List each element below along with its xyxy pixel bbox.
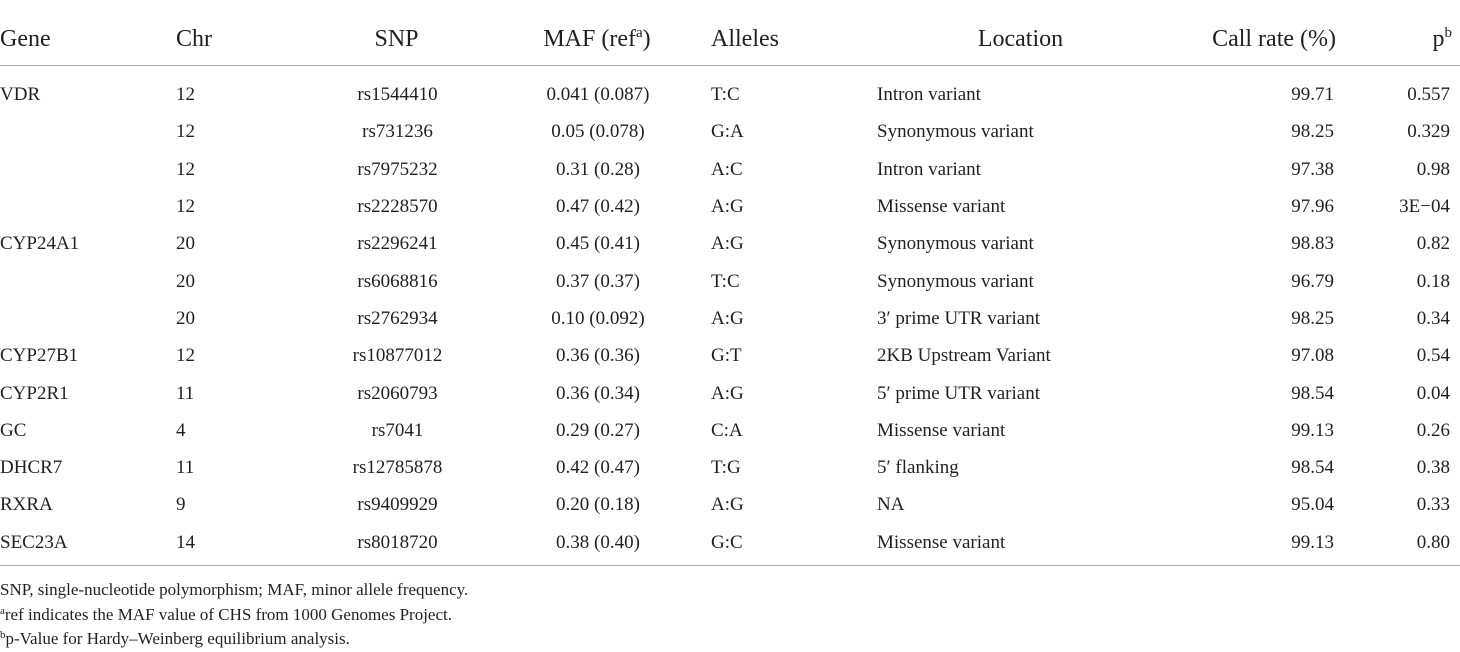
cell-chr: 14: [176, 531, 195, 553]
table-row: [0, 188, 1460, 225]
header-p-footnote-mark: b: [1444, 25, 1452, 41]
cell-call-rate: 98.25: [1291, 307, 1334, 329]
cell-maf: 0.38 (0.40): [556, 531, 640, 553]
cell-location: Synonymous variant: [877, 121, 1034, 143]
cell-alleles: T:C: [711, 270, 740, 292]
cell-p-value: 0.54: [1416, 345, 1450, 367]
cell-chr: 12: [176, 196, 195, 218]
header-chr: Chr: [176, 0, 310, 66]
cell-chr: 4: [176, 419, 186, 441]
cell-gene: GC: [0, 419, 27, 441]
cell-p-value: 0.38: [1416, 457, 1450, 479]
table-row: [0, 300, 1460, 337]
cell-gene: [0, 300, 176, 337]
cell-maf: 0.37 (0.37): [556, 270, 640, 292]
cell-location: Synonymous variant: [877, 233, 1034, 255]
cell-call-rate: 97.08: [1291, 345, 1334, 367]
cell-location: 5′ flanking: [877, 457, 959, 479]
cell-chr: 11: [176, 457, 195, 479]
cell-chr: 9: [176, 494, 186, 516]
cell-location: Missense variant: [877, 531, 1006, 553]
table-footnotes: [0, 578, 468, 652]
cell-chr: 20: [176, 233, 195, 255]
cell-call-rate: 99.13: [1291, 419, 1334, 441]
cell-p-value: 0.04: [1416, 382, 1450, 404]
cell-alleles: G:T: [711, 345, 742, 367]
table-bottom-rule: [0, 565, 1460, 566]
cell-location: Intron variant: [877, 84, 981, 106]
cell-alleles: A:G: [711, 196, 744, 218]
cell-gene: [0, 188, 176, 225]
cell-location: 5′ prime UTR variant: [877, 382, 1040, 404]
footnote-abbreviations: SNP, single-nucleotide polymorphism; MAF, minor allele frequency.: [0, 580, 469, 599]
table-row: [0, 151, 1460, 188]
cell-location: Intron variant: [877, 158, 981, 180]
cell-gene: VDR: [0, 84, 41, 106]
cell-alleles: A:G: [711, 233, 744, 255]
cell-maf: 0.20 (0.18): [556, 494, 640, 516]
cell-snp: rs12785878: [352, 457, 443, 479]
header-maf-close: ): [642, 26, 651, 52]
cell-snp: rs9409929: [357, 494, 438, 516]
cell-p-value: 0.329: [1407, 121, 1450, 143]
header-maf: [485, 0, 711, 66]
cell-p-value: 0.26: [1416, 419, 1450, 441]
cell-alleles: A:G: [711, 382, 744, 404]
footnote-b-text: p-Value for Hardy–Weinberg equilibrium analysis.: [5, 629, 350, 648]
cell-snp: rs10877012: [352, 345, 443, 367]
cell-alleles: A:C: [711, 158, 743, 180]
cell-alleles: G:C: [711, 531, 743, 553]
cell-snp: rs2060793: [357, 382, 438, 404]
cell-p-value: 0.98: [1416, 158, 1450, 180]
cell-call-rate: 98.54: [1291, 382, 1334, 404]
cell-p-value: 0.557: [1407, 84, 1450, 106]
cell-alleles: A:G: [711, 494, 744, 516]
cell-p-value: 0.33: [1416, 494, 1450, 516]
cell-call-rate: 98.25: [1291, 121, 1334, 143]
cell-gene: [0, 151, 176, 188]
cell-location: 2KB Upstream Variant: [877, 345, 1051, 367]
cell-chr: 12: [176, 345, 195, 367]
cell-gene: RXRA: [0, 494, 53, 516]
cell-chr: 12: [176, 121, 195, 143]
table-row: [0, 524, 1460, 565]
cell-snp: rs7041: [371, 419, 424, 441]
table-header: [0, 0, 1460, 66]
cell-maf: 0.42 (0.47): [556, 457, 640, 479]
cell-call-rate: 95.04: [1291, 494, 1334, 516]
cell-gene: DHCR7: [0, 457, 63, 479]
cell-maf: 0.47 (0.42): [556, 196, 640, 218]
cell-maf: 0.29 (0.27): [556, 419, 640, 441]
cell-gene: SEC23A: [0, 531, 68, 553]
header-maf-footnote-mark: a: [635, 25, 643, 41]
cell-location: Missense variant: [877, 196, 1006, 218]
footnote-a-text: ref indicates the MAF value of CHS from 1000 Genomes Project.: [4, 604, 452, 624]
cell-alleles: C:A: [711, 419, 743, 441]
cell-location: NA: [877, 494, 905, 516]
cell-p-value: 0.34: [1416, 307, 1450, 329]
cell-location: Missense variant: [877, 419, 1006, 441]
cell-maf: 0.31 (0.28): [556, 158, 640, 180]
table-row: [0, 374, 1460, 411]
cell-chr: 20: [176, 270, 195, 292]
cell-alleles: G:A: [711, 121, 744, 143]
cell-p-value: 0.82: [1416, 233, 1450, 255]
cell-maf: 0.10 (0.092): [551, 307, 645, 329]
cell-location: Synonymous variant: [877, 270, 1034, 292]
header-location: Location: [877, 0, 1166, 66]
cell-maf: 0.36 (0.36): [556, 345, 640, 367]
cell-snp: rs2228570: [357, 196, 438, 218]
cell-maf: 0.041 (0.087): [546, 84, 650, 106]
cell-chr: 20: [176, 307, 195, 329]
footnote-b: [0, 627, 468, 652]
table-row: [0, 66, 1460, 114]
table-row: [0, 262, 1460, 299]
header-gene: Gene: [0, 0, 176, 66]
cell-gene: CYP27B1: [0, 345, 79, 367]
cell-snp: rs731236: [362, 121, 433, 143]
cell-p-value: 3E−04: [1399, 196, 1450, 218]
header-maf-text: MAF (ref: [543, 26, 636, 52]
cell-maf: 0.45 (0.41): [556, 233, 640, 255]
cell-alleles: T:C: [711, 84, 740, 106]
cell-snp: rs7975232: [357, 158, 438, 180]
cell-call-rate: 97.96: [1291, 196, 1334, 218]
cell-maf: 0.05 (0.078): [551, 121, 645, 143]
cell-call-rate: 98.83: [1291, 233, 1334, 255]
header-snp: SNP: [310, 0, 485, 66]
header-p: [1346, 0, 1460, 66]
header-p-text: p: [1432, 26, 1445, 52]
cell-snp: rs1544410: [357, 84, 438, 106]
footnote-b-mark: b: [0, 629, 6, 641]
cell-call-rate: 98.54: [1291, 457, 1334, 479]
cell-chr: 12: [176, 84, 195, 106]
cell-alleles: A:G: [711, 307, 744, 329]
footnote-a: [0, 603, 468, 628]
cell-call-rate: 96.79: [1291, 270, 1334, 292]
cell-location: 3′ prime UTR variant: [877, 307, 1040, 329]
cell-call-rate: 97.38: [1291, 158, 1334, 180]
table-row: [0, 486, 1460, 523]
table-row: [0, 449, 1460, 486]
header-row: [0, 0, 1460, 66]
cell-snp: rs2296241: [357, 233, 438, 255]
footnote-a-mark: a: [0, 604, 5, 617]
cell-snp: rs6068816: [357, 270, 438, 292]
table-row: [0, 412, 1460, 449]
cell-gene: CYP24A1: [0, 233, 80, 255]
cell-chr: 12: [176, 158, 195, 180]
cell-snp: rs2762934: [357, 307, 438, 329]
table-row: [0, 337, 1460, 374]
header-call-rate: Call rate (%): [1166, 0, 1346, 66]
table-body: [0, 66, 1460, 565]
cell-p-value: 0.80: [1416, 531, 1450, 553]
cell-gene: [0, 262, 176, 299]
header-alleles: Alleles: [711, 0, 877, 66]
cell-gene: [0, 113, 176, 150]
table-row: [0, 113, 1460, 150]
table-row: [0, 225, 1460, 262]
cell-call-rate: 99.13: [1291, 531, 1334, 553]
cell-chr: 11: [176, 382, 195, 404]
cell-alleles: T:G: [711, 457, 741, 479]
cell-gene: CYP2R1: [0, 382, 69, 404]
cell-maf: 0.36 (0.34): [556, 382, 640, 404]
cell-p-value: 0.18: [1416, 270, 1450, 292]
cell-snp: rs8018720: [357, 531, 438, 553]
cell-call-rate: 99.71: [1291, 84, 1334, 106]
